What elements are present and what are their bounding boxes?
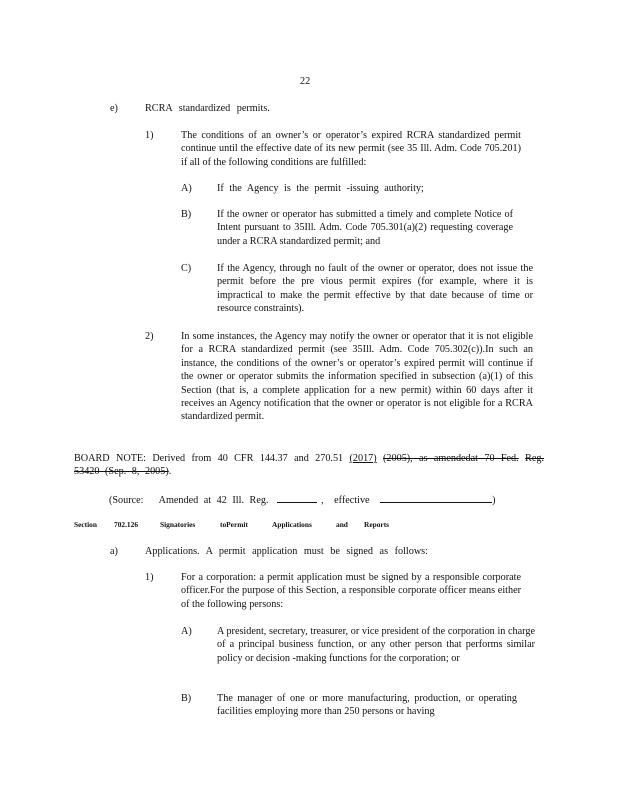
section-word-1: Signatories — [160, 520, 196, 529]
register-blank — [277, 492, 317, 503]
item-e2-text: In some instances, the Agency may notify the owner or operator that it is not eligible for a RCRA standardized permit (see 35Ill. Adm. Code 705.302(c)).In such an instance, the conditions of the owner’s or operator’s expired permit will continue if the owner or operator submits the information specified in subsection (a)(1) of this Section (that is, a complete application for a new permit) within 60 days after it receives an Agency notification that the owner or operator is not eligible for a RCRA standardized permit. — [181, 331, 533, 423]
source-effective: effective — [334, 495, 370, 506]
item-a1b-label: B) — [181, 693, 192, 704]
section-number: 702.126 — [114, 520, 139, 529]
section-word-4: and — [336, 520, 348, 529]
board-note-struck-2: Reg. 53420 (Sep. 8, 2005) — [74, 453, 545, 478]
source-amended: Amended at 42 Ill. Reg. — [158, 495, 269, 506]
source-open: (Source: — [109, 495, 144, 506]
board-note-suffix: . — [168, 466, 172, 478]
item-e1b-label: B) — [181, 209, 192, 220]
item-e1b-text: If the owner or operator has submitted a timely and complete Notice of Intent pursuant to 35Ill. Adm. Code 705.301(a)(2) requesting coverage under a RCRA standardized permit; and — [217, 209, 513, 247]
item-a1-label: 1) — [145, 572, 154, 583]
board-note — [74, 452, 544, 479]
section-word-5: Reports — [364, 520, 390, 529]
item-e1a-label: A) — [181, 183, 192, 194]
item-a-label: a) — [110, 546, 118, 557]
section-word-2: toPermit — [220, 520, 248, 529]
item-a1b-text: The manager of one or more manufacturing, production, or operating facilities employing more than 250 persons or having — [217, 693, 517, 718]
board-note-year: (2017) — [349, 453, 377, 464]
item-e-label: e) — [110, 103, 118, 114]
item-e1-label: 1) — [145, 130, 154, 141]
item-e-title: RCRA standardized permits. — [145, 103, 270, 114]
item-e1-text: The conditions of an owner’s or operator’s expired RCRA standardized permit continue until the effective date of its new permit (see 35 Ill. Adm. Code 705.201) if all of the following conditions are fulfilled: — [181, 130, 521, 168]
item-a1a-text: A president, secretary, treasurer, or vice president of the corporation in charge of a principal business function, or any other person that performs similar policy or decision -making functions for the corporation; or — [217, 626, 535, 664]
item-e2-label: 2) — [145, 331, 154, 342]
item-a-title: Applications. A permit application must be signed as follows: — [145, 546, 428, 557]
section-label: Section — [74, 520, 97, 529]
source-line — [109, 492, 496, 507]
item-e1a-text: If the Agency is the permit -issuing authority; — [217, 183, 424, 194]
item-a1-text: For a corporation: a permit application must be signed by a responsible corporate officer.For the purpose of this Section, a responsible corporate officer means either of the following persons: — [181, 572, 521, 610]
item-e1c-label: C) — [181, 263, 192, 274]
board-note-prefix: BOARD NOTE: Derived from 40 CFR 144.37 and 270.51 — [74, 453, 344, 464]
item-e1c-text: If the Agency, through no fault of the owner or operator, does not issue the permit before the pre vious permit expires (for example, where it is impractical to make the permit effective by that date because of time or resource constraints). — [217, 263, 533, 315]
section-word-3: Applications — [272, 520, 312, 529]
board-note-struck-1: (2005), as amendedat 70 Fed. — [383, 453, 519, 464]
item-a1a-label: A) — [181, 626, 192, 637]
source-close: ) — [492, 495, 496, 506]
page-number: 22 — [300, 76, 311, 87]
section-header — [74, 520, 394, 530]
source-comma: , — [321, 495, 324, 506]
effective-date-blank — [380, 492, 492, 503]
